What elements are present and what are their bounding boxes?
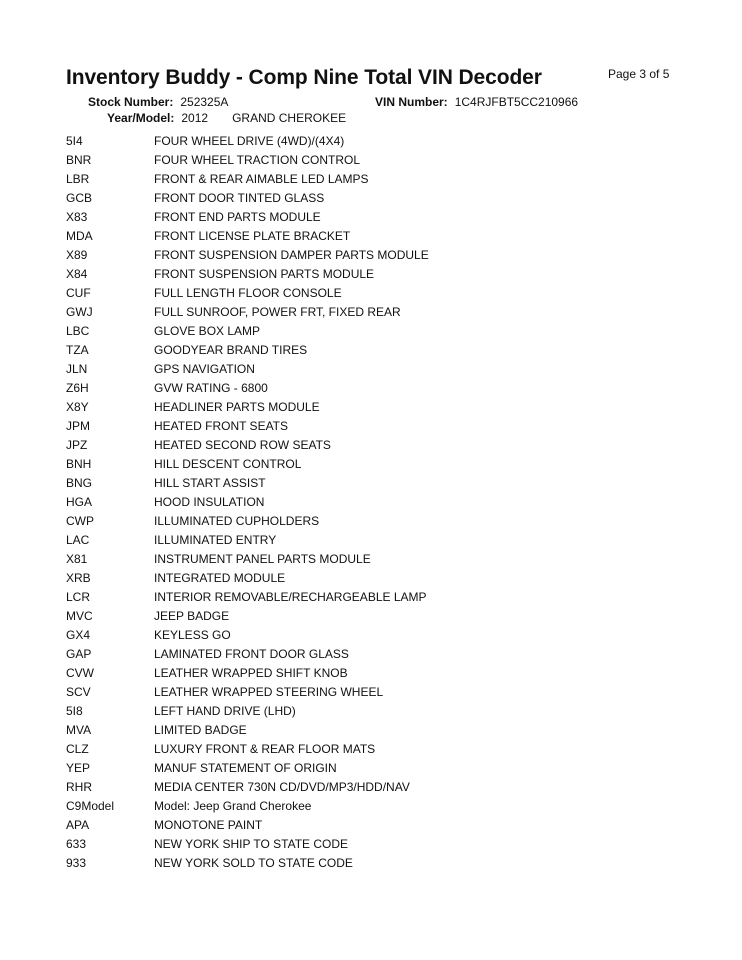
- option-code: X83: [66, 210, 88, 224]
- option-description: MEDIA CENTER 730N CD/DVD/MP3/HDD/NAV: [154, 780, 410, 794]
- option-description: FULL LENGTH FLOOR CONSOLE: [154, 286, 342, 300]
- option-description: ILLUMINATED ENTRY: [154, 533, 277, 547]
- option-code: BNR: [66, 153, 92, 167]
- option-code: CUF: [66, 286, 91, 300]
- option-code: Z6H: [66, 381, 89, 395]
- option-description: FOUR WHEEL DRIVE (4WD)/(4X4): [154, 134, 345, 148]
- option-description: LEATHER WRAPPED STEERING WHEEL: [154, 685, 384, 699]
- year-model-field: [107, 111, 346, 125]
- option-code: GX4: [66, 628, 91, 642]
- option-description: HEADLINER PARTS MODULE: [154, 400, 320, 414]
- option-code: 633: [66, 837, 87, 851]
- option-code: JPM: [66, 419, 90, 433]
- option-description: INTERIOR REMOVABLE/RECHARGEABLE LAMP: [154, 590, 427, 604]
- option-description: FOUR WHEEL TRACTION CONTROL: [154, 153, 361, 167]
- option-description: GOODYEAR BRAND TIRES: [154, 343, 308, 357]
- option-code: YEP: [66, 761, 91, 775]
- option-description: FRONT & REAR AIMABLE LED LAMPS: [154, 172, 369, 186]
- option-code: X84: [66, 267, 88, 281]
- option-description: FRONT DOOR TINTED GLASS: [154, 191, 325, 205]
- option-code: SCV: [66, 685, 91, 699]
- model-value: GRAND CHEROKEE: [232, 111, 347, 125]
- option-description: FRONT SUSPENSION DAMPER PARTS MODULE: [154, 248, 429, 262]
- option-description: GLOVE BOX LAMP: [154, 324, 261, 338]
- stock-number-field: [88, 95, 228, 109]
- option-description: HOOD INSULATION: [154, 495, 265, 509]
- option-code: XRB: [66, 571, 91, 585]
- option-description: INTEGRATED MODULE: [154, 571, 286, 585]
- option-code: MDA: [66, 229, 93, 243]
- option-description: LEATHER WRAPPED SHIFT KNOB: [154, 666, 348, 680]
- option-description: JEEP BADGE: [154, 609, 230, 623]
- option-description: HILL START ASSIST: [154, 476, 266, 490]
- option-code: JLN: [66, 362, 88, 376]
- option-description: ILLUMINATED CUPHOLDERS: [154, 514, 320, 528]
- option-code: HGA: [66, 495, 93, 509]
- option-description: NEW YORK SHIP TO STATE CODE: [154, 837, 349, 851]
- option-description: GPS NAVIGATION: [154, 362, 255, 376]
- option-code: TZA: [66, 343, 89, 357]
- option-code: 5I8: [66, 704, 83, 718]
- vin-number-label: VIN Number:: [375, 95, 448, 109]
- option-description: MANUF STATEMENT OF ORIGIN: [154, 761, 337, 775]
- option-code: CWP: [66, 514, 94, 528]
- option-description: GVW RATING - 6800: [154, 381, 268, 395]
- stock-number-label: Stock Number:: [88, 95, 174, 109]
- option-code: 933: [66, 856, 87, 870]
- option-code: GCB: [66, 191, 93, 205]
- option-code: GWJ: [66, 305, 93, 319]
- option-description: LEFT HAND DRIVE (LHD): [154, 704, 296, 718]
- year-value: 2012: [181, 111, 209, 125]
- option-description: NEW YORK SOLD TO STATE CODE: [154, 856, 353, 870]
- page-number: Page 3 of 5: [608, 67, 670, 81]
- option-description: Model: Jeep Grand Cherokee: [154, 799, 312, 813]
- option-code: LAC: [66, 533, 90, 547]
- option-description: LIMITED BADGE: [154, 723, 247, 737]
- option-code: LBR: [66, 172, 90, 186]
- option-code: APA: [66, 818, 90, 832]
- option-code: GAP: [66, 647, 92, 661]
- option-code: JPZ: [66, 438, 88, 452]
- year-model-label: Year/Model:: [107, 111, 175, 125]
- option-description: FRONT SUSPENSION PARTS MODULE: [154, 267, 375, 281]
- stock-number-value: 252325A: [180, 95, 229, 109]
- option-code: BNH: [66, 457, 92, 471]
- option-description: MONOTONE PAINT: [154, 818, 263, 832]
- option-code: CLZ: [66, 742, 89, 756]
- option-description: HEATED FRONT SEATS: [154, 419, 289, 433]
- option-code: X89: [66, 248, 88, 262]
- option-code: RHR: [66, 780, 92, 794]
- vin-number-value: 1C4RJFBT5CC210966: [454, 95, 579, 109]
- option-description: HILL DESCENT CONTROL: [154, 457, 302, 471]
- option-description: INSTRUMENT PANEL PARTS MODULE: [154, 552, 371, 566]
- option-description: FRONT END PARTS MODULE: [154, 210, 321, 224]
- option-code: C9Model: [66, 799, 115, 813]
- option-code: X8Y: [66, 400, 89, 414]
- option-code: X81: [66, 552, 88, 566]
- option-description: HEATED SECOND ROW SEATS: [154, 438, 331, 452]
- option-code: BNG: [66, 476, 93, 490]
- document-title: Inventory Buddy - Comp Nine Total VIN Decoder: [66, 66, 542, 89]
- option-description: LAMINATED FRONT DOOR GLASS: [154, 647, 349, 661]
- option-description: FULL SUNROOF, POWER FRT, FIXED REAR: [154, 305, 401, 319]
- option-description: KEYLESS GO: [154, 628, 231, 642]
- option-code: LCR: [66, 590, 91, 604]
- option-code: MVA: [66, 723, 92, 737]
- vin-number-field: [375, 95, 578, 109]
- option-description: LUXURY FRONT & REAR FLOOR MATS: [154, 742, 376, 756]
- option-code: MVC: [66, 609, 93, 623]
- option-code: LBC: [66, 324, 90, 338]
- option-description: FRONT LICENSE PLATE BRACKET: [154, 229, 351, 243]
- option-code: 5I4: [66, 134, 83, 148]
- option-code: CVW: [66, 666, 94, 680]
